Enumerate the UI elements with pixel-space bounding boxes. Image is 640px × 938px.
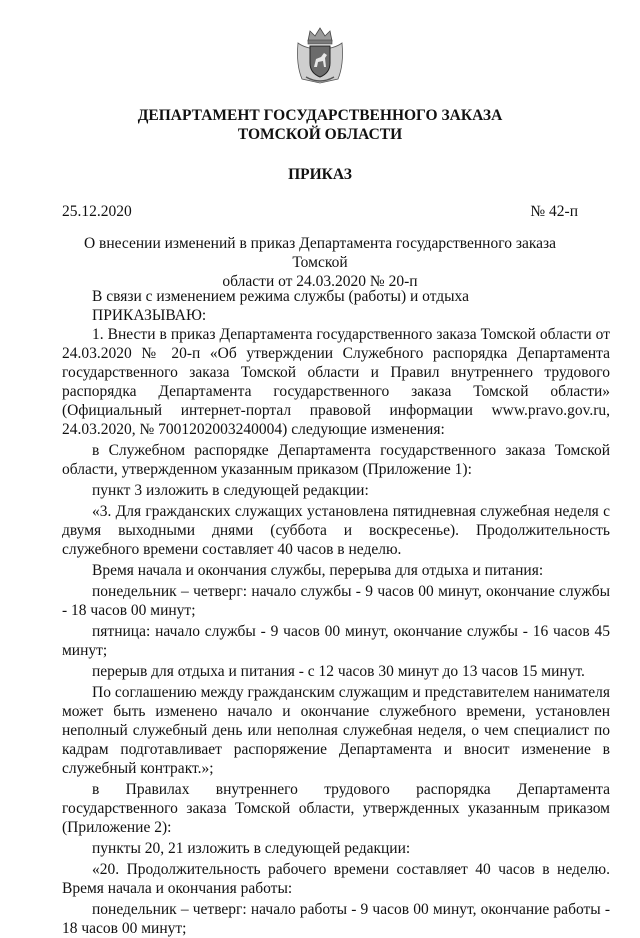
paragraph: пункты 20, 21 изложить в следующей редакции:: [92, 840, 411, 857]
paragraph: в Правилах внутреннего трудового распорядка Департамента государственного заказа Томской области, утвержденных указанным приказом (Приложение 2):: [62, 781, 610, 836]
paragraph: пятница: начало службы - 9 часов 00 минут, окончание службы - 16 часов 45 минут;: [62, 623, 610, 659]
paragraph: понедельник – четверг: начало работы - 9 часов 00 минут, окончание работы - 18 часов 00 минут;: [62, 901, 610, 937]
document-body: [62, 287, 610, 938]
org-line-2: ТОМСКОЙ ОБЛАСТИ: [237, 126, 403, 143]
paragraph: ПРИКАЗЫВАЮ:: [92, 307, 207, 324]
paragraph: перерыв для отдыха и питания - с 12 часов 30 минут до 13 часов 15 минут.: [92, 663, 585, 680]
subject-line-2: области от 24.03.2020 № 20-п: [222, 273, 418, 290]
paragraph: Время начала и окончания службы, перерыва для отдыха и питания:: [92, 562, 544, 579]
document-type: ПРИКАЗ: [288, 166, 352, 183]
paragraph: пункт 3 изложить в следующей редакции:: [92, 482, 369, 499]
paragraph: «3. Для гражданских служащих установлена пятидневная служебная неделя с двумя выходными днями (суббота и воскресенье). Продолжительность служебного времени составляет 40 часов в неделю.: [62, 503, 610, 558]
paragraph: По соглашению между гражданским служащим и представителем нанимателя может быть изменено начало и окончание служебного времени, установлен неполный служебный день или неполная служебная неделя, о чем специалист по кадрам подготавливает распоряжение Департамента и вносит изменение в служебный контракт.»;: [62, 684, 610, 777]
document-subject: [78, 234, 562, 291]
paragraph: В связи с изменением режима службы (работы) и отдыха: [92, 288, 469, 305]
organization-name: [40, 106, 600, 144]
org-line-1: ДЕПАРТАМЕНТ ГОСУДАРСТВЕННОГО ЗАКАЗА: [137, 107, 503, 124]
paragraph: «20. Продолжительность рабочего времени составляет 40 часов в неделю. Время начала и окончания работы:: [62, 861, 610, 897]
document-number: № 42-п: [530, 203, 578, 220]
document-date: 25.12.2020: [62, 203, 132, 220]
subject-line-1: О внесении изменений в приказ Департамента государственного заказа Томской: [83, 235, 557, 271]
paragraph: в Служебном распорядке Департамента государственного заказа Томской области, утвержденном указанным приказом (Приложение 1):: [62, 442, 610, 478]
paragraph: 1. Внести в приказ Департамента государственного заказа Томской области от 24.03.2020 № 20-п «Об утверждении Служебного распорядка Департамента государственного заказа Томской области и Правил внутреннего трудового распорядка Департамента государственного заказа Томской области» (Официальный интернет-портал правовой информации www.pravo.gov.ru, 24.03.2020, № 7001202003240004) следующие изменения:: [62, 326, 610, 438]
coat-of-arms-icon: [294, 25, 346, 85]
paragraph: понедельник – четверг: начало службы - 9 часов 00 минут, окончание службы - 18 часов 00 минут;: [62, 583, 610, 619]
